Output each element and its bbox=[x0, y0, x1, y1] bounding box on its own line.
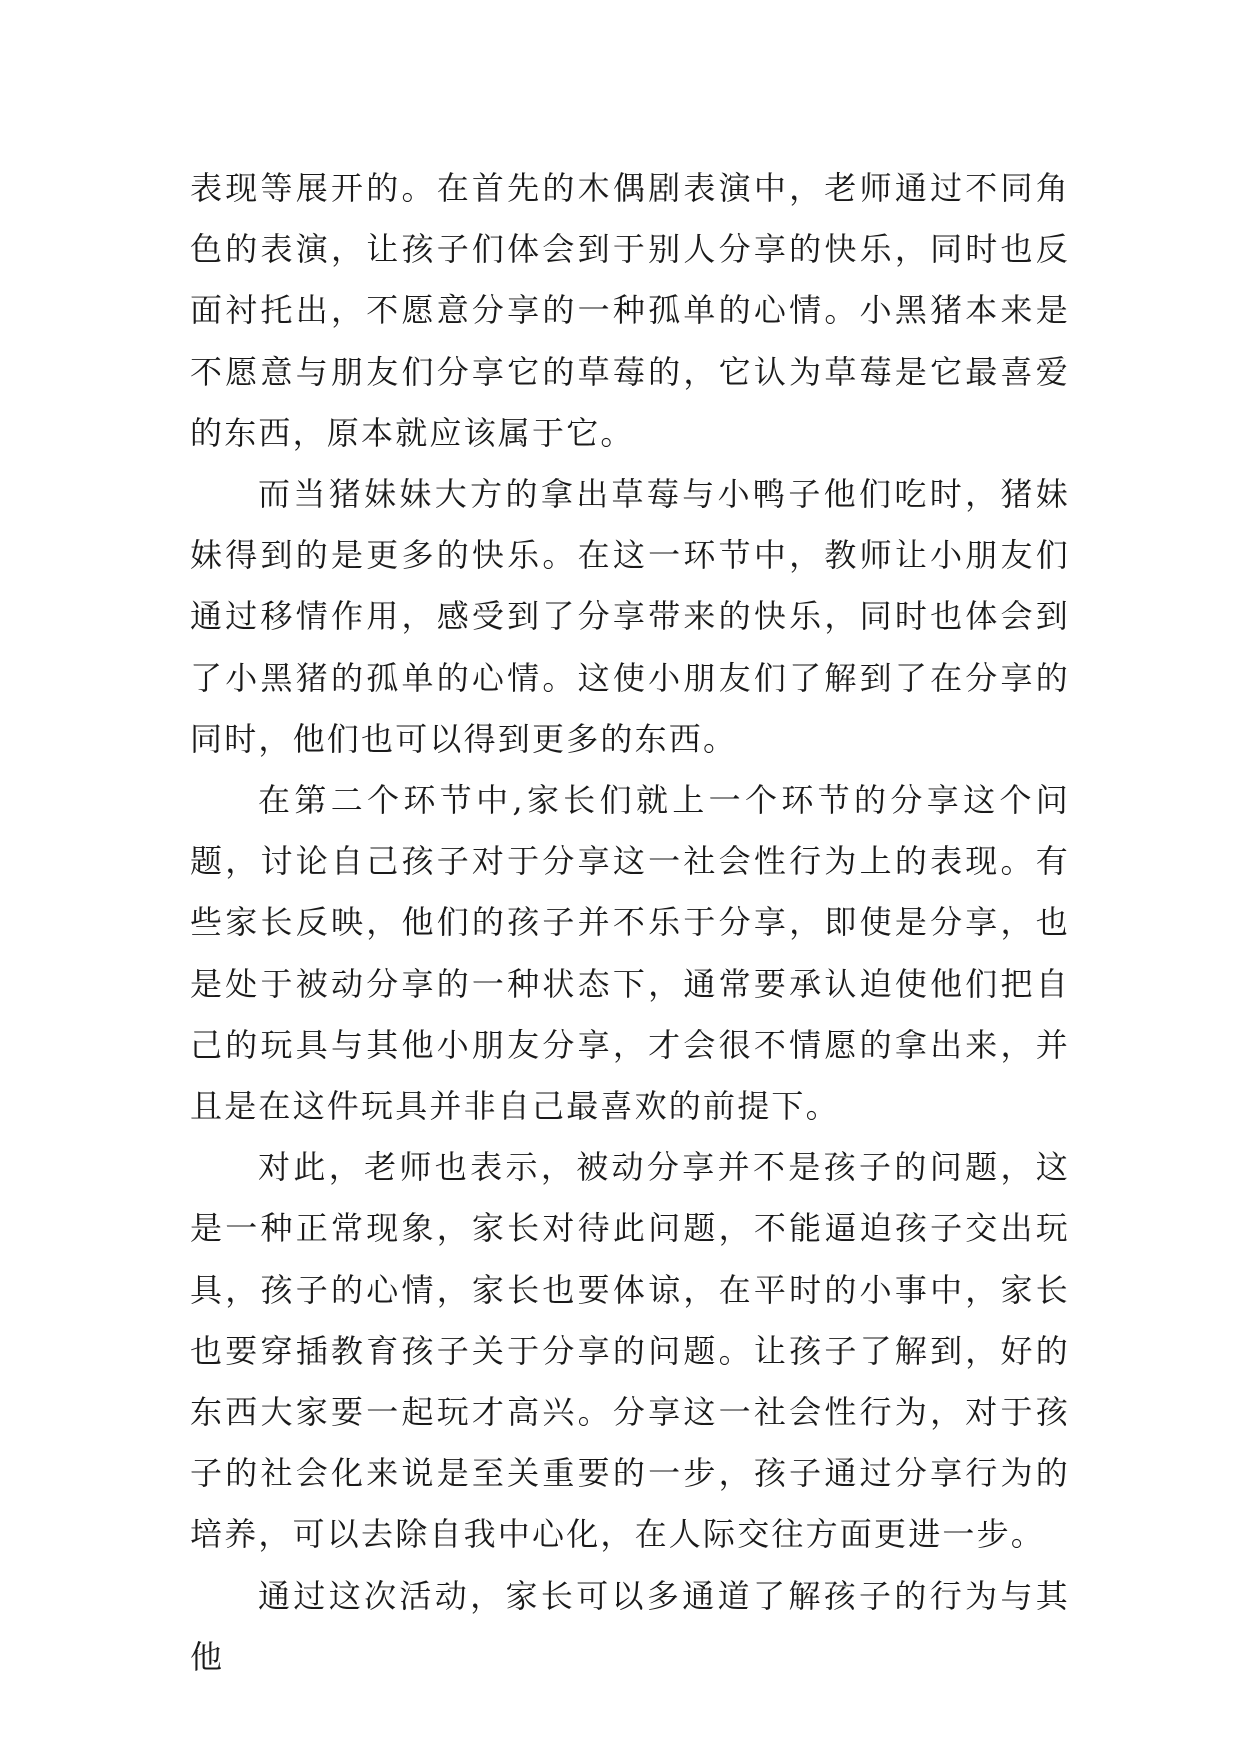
paragraph-2: 而当猪妹妹大方的拿出草莓与小鸭子他们吃时，猪妹妹得到的是更多的快乐。在这一环节中，教师让小朋友们通过移情作用，感受到了分享带来的快乐，同时也体会到了小黑猪的孤单的心情。这使小朋友们了解到了在分享的同时，他们也可以得到更多的东西。 bbox=[190, 475, 1070, 758]
paragraph-5: 通过这次活动，家长可以多通道了解孩子的行为与其他 bbox=[190, 1576, 1070, 1676]
paragraph-1: 表现等展开的。在首先的木偶剧表演中，老师通过不同角色的表演，让孩子们体会到于别人分享的快乐，同时也反面衬托出，不愿意分享的一种孤单的心情。小黑猪本来是不愿意与朋友们分享它的草莓的，它认为草莓是它最喜爱的东西，原本就应该属于它。 bbox=[190, 169, 1070, 452]
body-text bbox=[190, 158, 1070, 1688]
paragraph-4: 对此，老师也表示，被动分享并不是孩子的问题，这是一种正常现象，家长对待此问题，不能逼迫孩子交出玩具，孩子的心情，家长也要体谅，在平时的小事中，家长也要穿插教育孩子关于分享的问题。让孩子了解到，好的东西大家要一起玩才高兴。分享这一社会性行为，对于孩子的社会化来说是至关重要的一步，孩子通过分享行为的培养，可以去除自我中心化，在人际交往方面更进一步。 bbox=[190, 1148, 1070, 1554]
paragraph-3: 在第二个环节中,家长们就上一个环节的分享这个问题，讨论自己孩子对于分享这一社会性行为上的表现。有些家长反映，他们的孩子并不乐于分享，即使是分享，也是处于被动分享的一种状态下，通常要承认迫使他们把自己的玩具与其他小朋友分享，才会很不情愿的拿出来，并且是在这件玩具并非自己最喜欢的前提下。 bbox=[190, 781, 1070, 1126]
